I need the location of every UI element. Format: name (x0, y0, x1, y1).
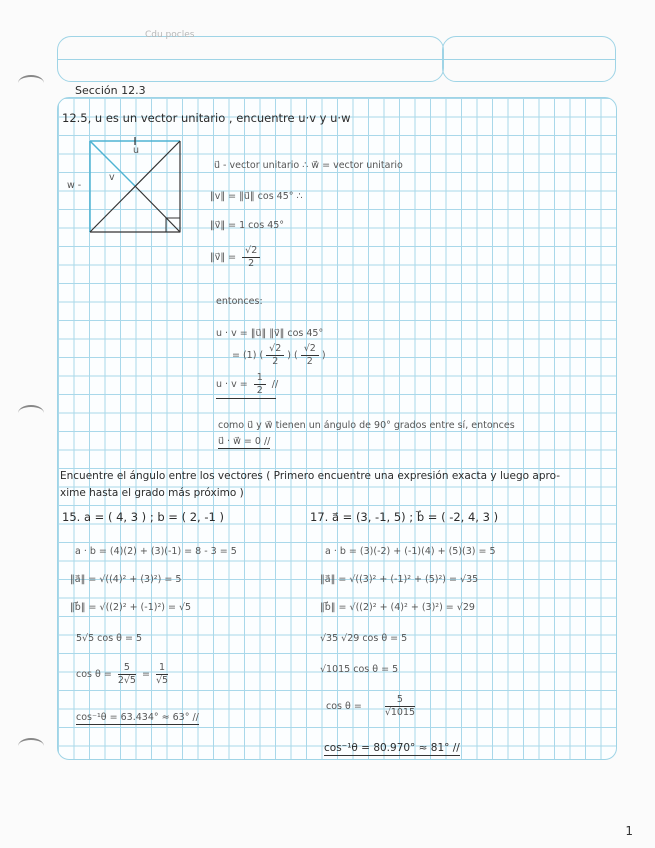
header-name-box (57, 36, 444, 82)
line-unit-vectors: u⃗ - vector unitario ∴ w⃗ = vector unitario (214, 160, 403, 171)
problem-15-cos: cos θ = $\frac{5}{2√5}$ = $\frac{1}{√5}$ (76, 662, 169, 686)
diagram-label-u: u (133, 145, 140, 156)
entonces-label: entonces: (216, 296, 263, 307)
problem-15-norm-a: ‖a⃗‖ = √((4)² + (3)²) = 5 (70, 574, 182, 585)
line-norm-v-1: ‖v‖ = ‖u⃗‖ cos 45° ∴ (210, 191, 303, 202)
fraction: $\frac{5}{2√5}$ (117, 662, 136, 686)
fraction: $\frac{√2}{2}$ (242, 245, 260, 270)
instructions-line2: xime hasta el grado más próximo ) (60, 487, 244, 499)
header-date-box (442, 36, 616, 82)
dot-product-result: u · v = $\frac{1}{2}$ // (216, 372, 276, 399)
problem-17-cos: cos θ = $\frac{5}{√1015}$ (326, 694, 416, 718)
problem-15-answer: cos⁻¹θ = 63.434° ≈ 63° // (76, 712, 199, 723)
problem-15-norm-b: ‖b⃗‖ = √((2)² + (-1)²) = √5 (70, 602, 192, 613)
problem-17-eq2: √1015 cos θ = 5 (320, 664, 399, 675)
fraction: $\frac{5}{√1015}$ (384, 694, 416, 718)
problem-17-norm-a: ‖a⃗‖ = √((3)² + (-1)² + (5)²) = √35 (320, 574, 479, 585)
problem-15-title: 15. a = ( 4, 3 ) ; b = ( 2, -1 ) (62, 510, 224, 524)
page-number: 1 (625, 824, 633, 838)
line-norm-v-2: ‖v⃗‖ = 1 cos 45° (210, 220, 285, 231)
problem-15-dot: a · b = (4)(2) + (3)(-1) = 8 - 3 = 5 (75, 546, 237, 557)
diagram-label-w: w - (67, 180, 82, 191)
problem-17-dot: a · b = (3)(-2) + (-1)(4) + (5)(3) = 5 (325, 546, 496, 557)
fraction: $\frac{1}{√5}$ (155, 662, 169, 686)
section-label: Sección 12.3 (75, 84, 146, 97)
diagram-label-v: v (109, 172, 115, 183)
binder-hole (18, 738, 44, 754)
binder-hole (18, 405, 44, 421)
problem-17-answer: cos⁻¹θ = 80.970° ≈ 81° // (324, 742, 460, 754)
problem-15-eq: 5√5 cos θ = 5 (76, 633, 143, 644)
ghost-text: Cdu pocles (145, 30, 195, 40)
problem-17-eq1: √35 √29 cos θ = 5 (320, 633, 408, 644)
conclusion-text: como u⃗ y w⃗ tienen un ángulo de 90° grados entre sí, entonces (218, 420, 515, 431)
dot-product-line2: = (1) ( $\frac{√2}{2}$ ) ( $\frac{√2}{2}$ ) (232, 343, 326, 367)
fraction: $\frac{√2}{2}$ (266, 343, 284, 368)
binder-hole (18, 75, 44, 91)
problem-12-5-title: 12.5, u es un vector unitario , encuentre u·v y u·w (62, 111, 351, 125)
problem-17-norm-b: ‖b⃗‖ = √((2)² + (4)² + (3)²) = √29 (320, 602, 475, 613)
fraction: $\frac{√2}{2}$ (301, 343, 319, 368)
norm-v-label: ‖v⃗‖ = (210, 252, 237, 263)
fraction: $\frac{1}{2}$ (254, 372, 266, 397)
instructions-line1: Encuentre el ángulo entre los vectores ( Primero encuentre una expresión exacta y luego apro- (60, 470, 561, 482)
line-norm-v-3 (210, 245, 263, 270)
dot-product-line1: u · v = ‖u⃗‖ ‖v⃗‖ cos 45° (216, 328, 324, 339)
problem-17-title: 17. a⃗ = (3, -1, 5) ; b⃗ = ( -2, 4, 3 ) (310, 510, 499, 524)
conclusion-result: u⃗ · w⃗ = 0 // (218, 436, 271, 447)
